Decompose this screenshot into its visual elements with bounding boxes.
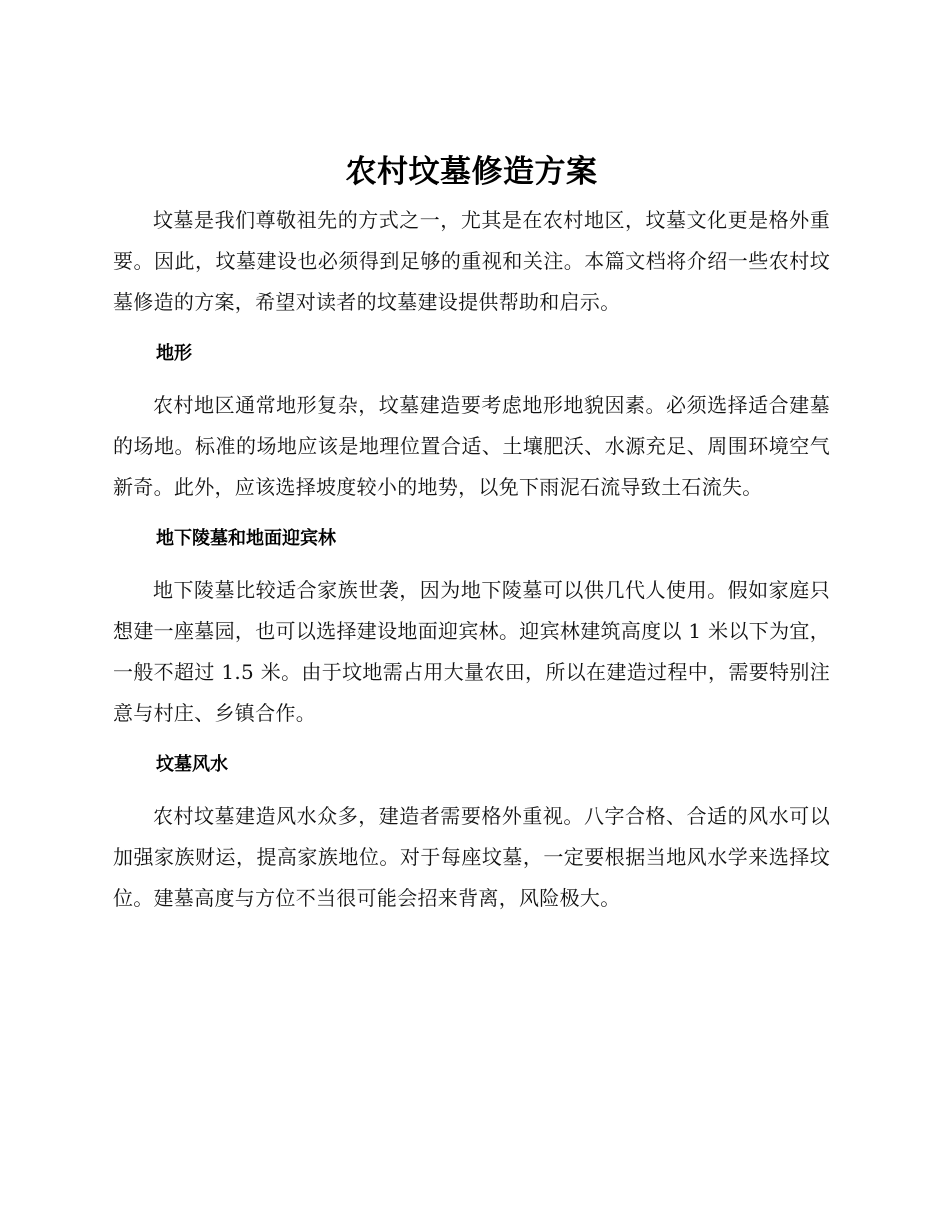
document-title: 农村坟墓修造方案 <box>345 154 598 190</box>
section-heading-terrain: 地形 <box>156 343 192 364</box>
section-body-fengshui: 农村坟墓建造风水众多，建造者需要格外重视。八字合格、合适的风水可以加强家族财运，提高家族地位。对于每座坟墓，一定要根据当地风水学来选择坟位。建墓高度与方位不当很可能会招来背离，风险极大。 <box>113 804 830 910</box>
intro-paragraph: 坟墓是我们尊敬祖先的方式之一，尤其是在农村地区，坟墓文化更是格外重要。因此，坟墓建设也必须得到足够的重视和关注。本篇文档将介绍一些农村坟墓修造的方案，希望对读者的坟墓建设提供帮助和启示。 <box>113 208 830 314</box>
document-page <box>113 150 830 919</box>
section-heading-tombs: 地下陵墓和地面迎宾林 <box>156 528 336 549</box>
section-heading-fengshui: 坟墓风水 <box>156 754 228 775</box>
section-body-terrain: 农村地区通常地形复杂，坟墓建造要考虑地形地貌因素。必须选择适合建墓的场地。标准的场地应该是地理位置合适、土壤肥沃、水源充足、周围环境空气新奇。此外，应该选择坡度较小的地势，以免下雨泥石流导致土石流失。 <box>113 393 830 499</box>
section-body-tombs: 地下陵墓比较适合家族世袭，因为地下陵墓可以供几代人使用。假如家庭只想建一座墓园，也可以选择建设地面迎宾林。迎宾林建筑高度以 1 米以下为宜，一般不超过 1.5 米。由于坟地需占用大量农田，所以在建造过程中，需要特别注意与村庄、乡镇合作。 <box>113 578 830 725</box>
